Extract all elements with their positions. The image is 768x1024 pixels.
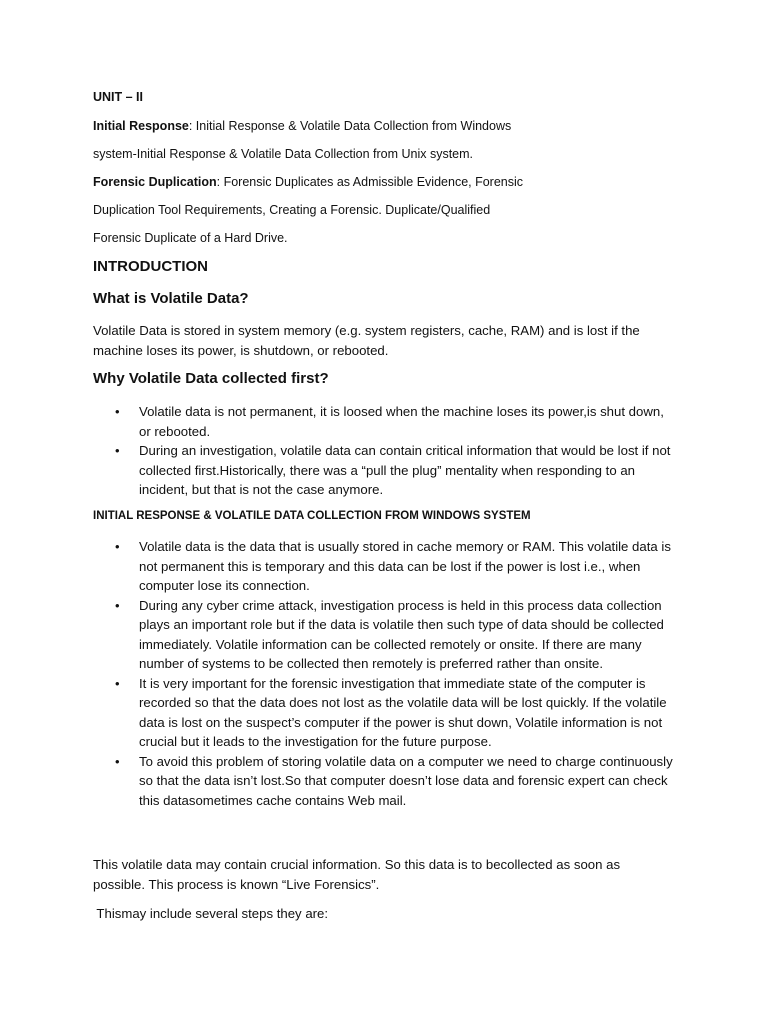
syllabus-line-2: system-Initial Response & Volatile Data Collection from Unix system. (93, 147, 474, 161)
unit-heading: UNIT – II (93, 90, 144, 104)
list-item: • Volatile data is the data that is usually stored in cache memory or RAM. This volatile data is not permanent this is temporary and this data can be lost if the power is lost i.e., when computer lose its connection. (115, 539, 671, 593)
why-bullet-list (93, 402, 673, 500)
bullet-icon: • (115, 675, 120, 691)
bullet-icon: • (115, 443, 120, 458)
why-collected-first-heading: Why Volatile Data collected first? (93, 370, 329, 387)
introduction-heading: INTRODUCTION (93, 258, 208, 275)
syllabus-line-1: Initial Response: Initial Response & Volatile Data Collection from Windows (93, 119, 512, 133)
windows-bullet-list (93, 537, 673, 810)
bullet-icon: • (115, 539, 120, 554)
list-item: • To avoid this problem of storing volatile data on a computer we need to charge continuously so that the data isn’t lost.So that computer doesn’t lose data and forensic expert can check this datasometimes cache contains Web mail. (115, 753, 673, 808)
syllabus-line-5: Forensic Duplicate of a Hard Drive. (93, 231, 288, 245)
list-item: • During an investigation, volatile data can contain critical information that would be lost if not collected first.Historically, there was a “pull the plug” mentality when responding to an incident, but that is not the case anymore. (115, 443, 671, 497)
list-item: • It is very important for the forensic investigation that immediate state of the computer is recorded so that the data does not lost as the volatile data will be lost quickly. If the volatile data is lost on the suspect’s computer if the power is shut down, Volatile information is not crucial but it leads to the investigation for the future purpose. (115, 675, 667, 749)
volatile-definition-paragraph: Volatile Data is stored in system memory (e.g. system registers, cache, RAM) and is lost if the machine loses its power, is shutdown, or rebooted. (93, 323, 640, 358)
closing-paragraph: This volatile data may contain crucial information. So this data is to becollected as soon as possible. This process is known “Live Forensics”. (93, 857, 621, 892)
bullet-icon: • (115, 597, 120, 613)
windows-section-heading: INITIAL RESPONSE & VOLATILE DATA COLLECTION FROM WINDOWS SYSTEM (93, 510, 531, 522)
bullet-icon: • (115, 404, 120, 419)
list-item: • During any cyber crime attack, investigation process is held in this process data collection plays an important role but if the data is volatile then such type of data should be collected immediately. Volatile information can be collected remotely or onsite. If there are many number of systems to be collected then remotely is preferred rather than onsite. (115, 597, 664, 671)
bullet-icon: • (115, 753, 120, 769)
what-is-volatile-heading: What is Volatile Data? (93, 290, 249, 307)
syllabus-line-3: Forensic Duplication: Forensic Duplicates as Admissible Evidence, Forensic (93, 175, 524, 189)
list-item: • Volatile data is not permanent, it is loosed when the machine loses its power,is shut down, or rebooted. (115, 404, 664, 439)
steps-intro-paragraph: Thismay include several steps they are: (93, 906, 329, 921)
syllabus-line-4: Duplication Tool Requirements, Creating a Forensic. Duplicate/Qualified (93, 203, 491, 217)
